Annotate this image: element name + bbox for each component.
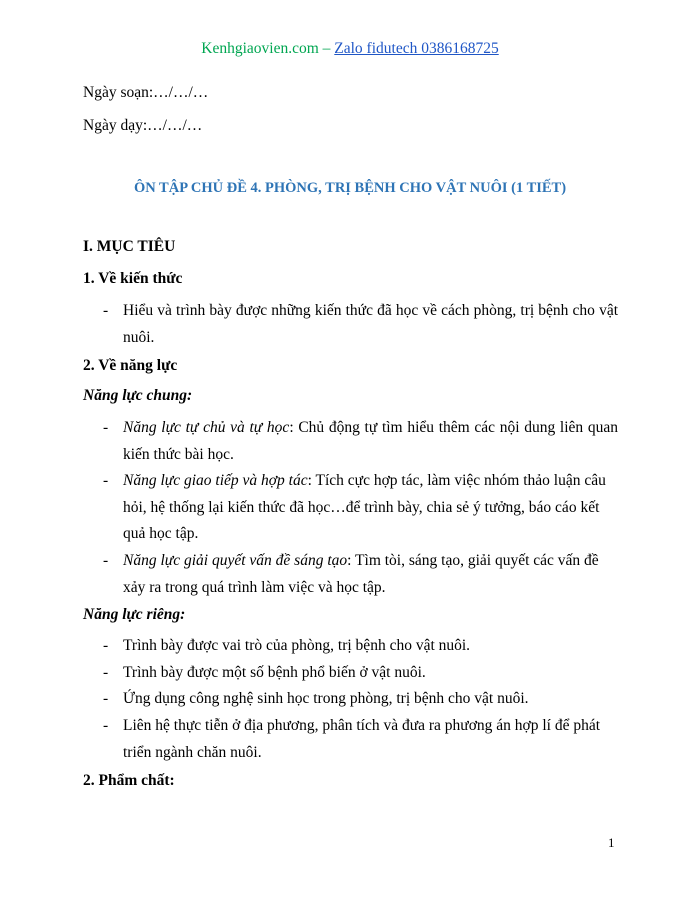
list-item (103, 298, 618, 351)
bullet-dash: - (103, 472, 109, 489)
specific-ability-heading: Năng lực riêng: (83, 606, 186, 623)
page-header (0, 40, 700, 58)
item-text-line: triển ngành chăn nuôi. (123, 743, 262, 761)
knowledge-heading: 1. Về kiến thức (83, 270, 183, 287)
list-item (103, 686, 618, 713)
list-item (103, 660, 618, 687)
item-text-line: nuôi. (123, 328, 155, 346)
list-item (103, 713, 618, 766)
list-item (103, 415, 618, 468)
prep-date: Ngày soạn:…/…/… (83, 84, 209, 101)
list-item (103, 468, 618, 548)
site-link[interactable]: Kenhgiaovien.com (201, 40, 319, 57)
item-text-line: Hiểu và trình bày được những kiến thức đã học về cách phòng, trị bệnh cho vật (123, 302, 618, 319)
ability-label: Năng lực giao tiếp và hợp tác (123, 472, 308, 489)
page-number: 1 (608, 835, 615, 850)
list-item (103, 548, 618, 601)
item-text-line: : Tìm tòi, sáng tạo, giải quyết các vấn đề (347, 552, 599, 569)
bullet-dash: - (103, 552, 109, 569)
item-text-line: Liên hệ thực tiễn ở địa phương, phân tích và đưa ra phương án hợp lí để phát (123, 717, 601, 734)
item-text-line: Trình bày được vai trò của phòng, trị bệnh cho vật nuôi. (123, 637, 471, 654)
bullet-dash: - (103, 690, 109, 707)
bullet-dash: - (103, 664, 109, 681)
list-item (103, 633, 618, 660)
general-ability-heading: Năng lực chung: (83, 387, 193, 404)
section-objectives-heading: I. MỤC TIÊU (83, 238, 176, 255)
item-text-line: Ứng dụng công nghệ sinh học trong phòng, trị bệnh cho vật nuôi. (123, 690, 529, 707)
item-text-line: kiến thức bài học. (123, 445, 234, 463)
item-text-line: : Tích cực hợp tác, làm việc nhóm thảo luận câu (307, 472, 606, 489)
item-text-line: xảy ra trong quá trình làm việc và học tập. (123, 578, 386, 596)
ability-label: Năng lực tự chủ và tự học (123, 419, 290, 436)
ability-heading: 2. Về năng lực (83, 357, 178, 374)
bullet-dash: - (103, 302, 109, 319)
zalo-link[interactable]: Zalo fidutech 0386168725 (334, 40, 499, 57)
lesson-title: ÔN TẬP CHỦ ĐỀ 4. PHÒNG, TRỊ BỆNH CHO VẬT NUÔI (1 TIẾT) (133, 180, 567, 196)
item-text-line: Trình bày được một số bệnh phổ biến ở vật nuôi. (123, 664, 426, 681)
header-separator: – (318, 40, 335, 57)
item-text-line: : Chủ động tự tìm hiểu thêm các nội dung liên quan (289, 419, 618, 436)
bullet-dash: - (103, 637, 109, 654)
quality-heading: 2. Phẩm chất: (83, 772, 175, 789)
item-text-line: hỏi, hệ thống lại kiến thức đã học…để trình bày, chia sẻ ý tưởng, báo cáo kết (123, 498, 600, 516)
bullet-dash: - (103, 717, 109, 734)
teach-date: Ngày dạy:…/…/… (83, 117, 203, 134)
item-text-line: quả học tập. (123, 525, 199, 542)
bullet-dash: - (103, 419, 109, 436)
ability-label: Năng lực giải quyết vấn đề sáng tạo (123, 552, 348, 569)
